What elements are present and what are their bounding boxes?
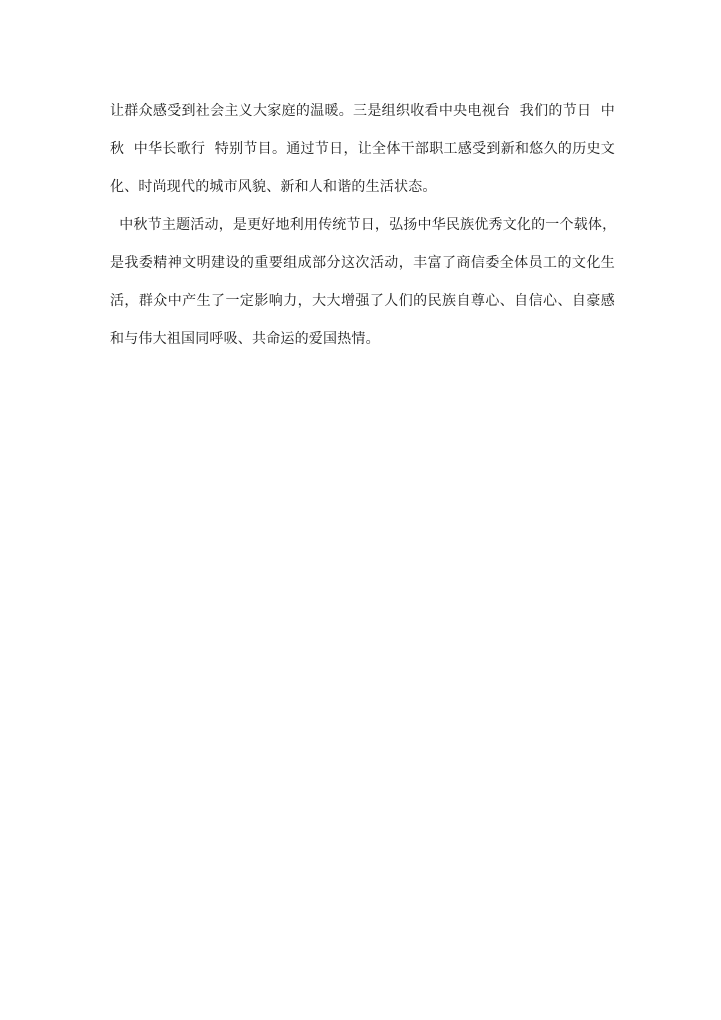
paragraph-line: 和与伟大祖国同呼吸、共命运的爱国热情。 <box>110 331 380 347</box>
paragraph-line: 化、时尚现代的城市风貌、新和人和谐的生活状态。 <box>110 179 437 195</box>
paragraph-line: 中秋节主题活动，是更好地利用传统节日，弘扬中华民族优秀文化的一个载体， <box>110 217 617 233</box>
paragraph-line: 让群众感受到社会主义大家庭的温暖。三是组织收看中央电视台 我们的节日 中 <box>110 103 615 119</box>
paragraph-line: 活，群众中产生了一定影响力，大大增强了人们的民族自尊心、自信心、自豪感 <box>110 293 615 309</box>
paragraph-line: 是我委精神文明建设的重要组成部分这次活动，丰富了商信委全体员工的文化生 <box>110 255 615 271</box>
document-body <box>110 92 615 358</box>
paragraph-line: 秋 中华长歌行 特别节目。通过节日，让全体干部职工感受到新和悠久的历史文 <box>110 141 615 157</box>
